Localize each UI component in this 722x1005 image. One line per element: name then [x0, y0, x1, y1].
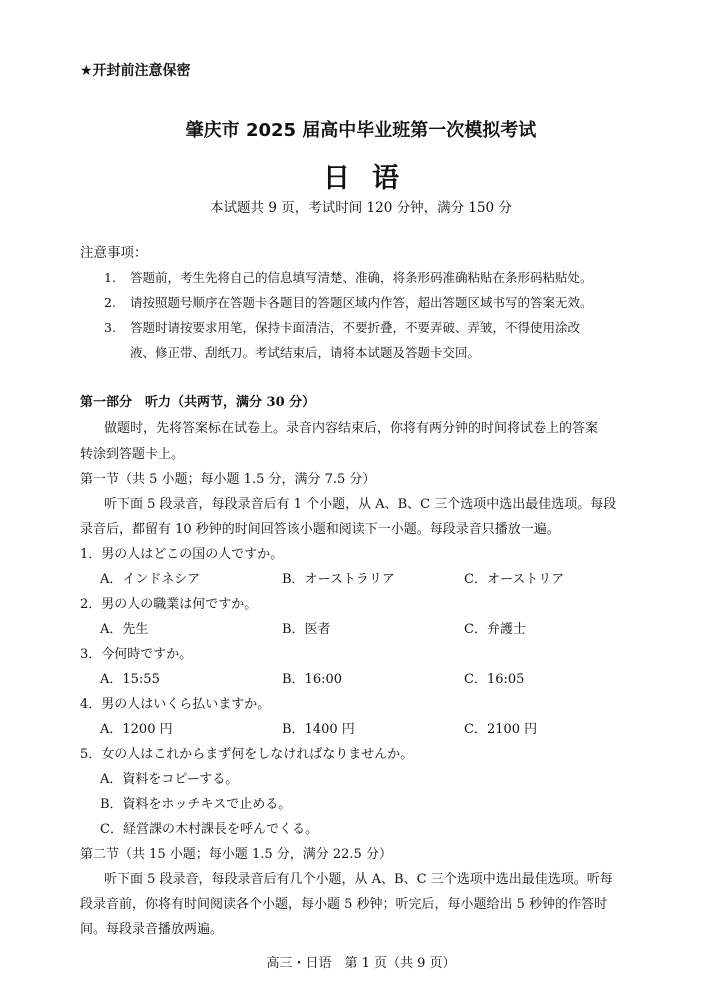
notice-text: 请按照题号顺序在答题卡各题目的答题区域内作答，超出答题区域书写的答案无效。	[130, 295, 593, 310]
notice-item	[104, 318, 580, 336]
notice-num: 1.	[104, 270, 116, 285]
question-3: 3．今何時ですか。	[80, 647, 193, 662]
option-b: B．16:00	[282, 672, 343, 687]
confidential-notice: ★开封前注意保密	[80, 63, 191, 79]
question-4: 4．男の人はいくら払いますか。	[80, 697, 271, 712]
option-c: C．オーストリア	[464, 572, 565, 587]
option-b: B．1400 円	[282, 722, 355, 737]
exam-title: 肇庆市 2025 届高中毕业班第一次模拟考试	[185, 120, 537, 141]
option-c: C．2100 円	[464, 722, 538, 737]
notice-text: 答题时请按要求用笔，保持卡面清洁，不要折叠，不要弄破、弄皱，不得使用涂改	[130, 320, 581, 335]
part1-intro-cont: 转涂到答题卡上。	[80, 447, 185, 462]
question-5: 5．女の人はこれからまず何をしなければなりませんか。	[80, 747, 414, 762]
part1-intro: 做题时，先将答案标在试卷上。录音内容结束后，你将有两分钟的时间将试卷上的答案	[104, 421, 599, 436]
option-a: A．資料をコピーする。	[100, 772, 239, 787]
notice-item	[104, 268, 593, 286]
option-a: A．1200 円	[100, 722, 173, 737]
question-2: 2．男の人の職業は何ですか。	[80, 597, 258, 612]
option-c: C．16:05	[464, 672, 525, 687]
section2-instruction: 听下面 5 段录音，每段录音后有几个小题，从 A、B、C 三个选项中选出最佳选项。听每	[104, 872, 613, 887]
exam-info: 本试题共 9 页，考试时间 120 分钟，满分 150 分	[210, 200, 512, 216]
notice-heading: 注意事项：	[80, 245, 148, 261]
option-a: A．先生	[100, 622, 149, 637]
section2-title: 第二节（共 15 小题；每小题 1.5 分，满分 22.5 分）	[80, 847, 392, 862]
section1-instruction: 听下面 5 段录音，每段录音后有 1 个小题，从 A、B、C 三个选项中选出最佳选项。每段	[104, 497, 617, 512]
option-b: B．資料をホッチキスで止める。	[100, 797, 292, 812]
notice-item	[104, 293, 593, 311]
page-footer: 高三・日语 第 1 页（共 9 页）	[266, 956, 456, 971]
notice-item-cont: 液、修正带、刮纸刀。考试结束后，请将本试题及答题卡交回。	[130, 345, 481, 360]
part1-title: 第一部分 听力（共两节，满分 30 分）	[80, 395, 316, 410]
notice-num: 3.	[104, 320, 116, 335]
option-b: B．オーストラリア	[282, 572, 395, 587]
section1-instruction-cont: 录音后，都留有 10 秒钟的时间回答该小题和阅读下一小题。每段录音只播放一遍。	[80, 522, 560, 537]
option-c: C．経営課の木村課長を呼んでくる。	[100, 822, 318, 837]
option-c: C．弁護士	[464, 622, 526, 637]
subject-title: 日语	[323, 163, 421, 194]
option-b: B．医者	[282, 622, 331, 637]
section1-title: 第一节（共 5 小题；每小题 1.5 分，满分 7.5 分）	[80, 472, 376, 487]
notice-text: 答题前，考生先将自己的信息填写清楚、准确，将条形码准确粘贴在条形码粘贴处。	[130, 270, 593, 285]
option-a: A．インドネシア	[100, 572, 201, 587]
section2-instruction-cont: 段录音前，你将有时间阅读各个小题，每小题 5 秒钟；听完后，每小题给出 5 秒钟的作答时	[80, 897, 608, 912]
section2-instruction-cont: 间。每段录音播放两遍。	[80, 922, 224, 937]
notice-num: 2.	[104, 295, 116, 310]
option-a: A．15:55	[100, 672, 160, 687]
question-1: 1．男の人はどこの国の人ですか。	[80, 547, 284, 562]
